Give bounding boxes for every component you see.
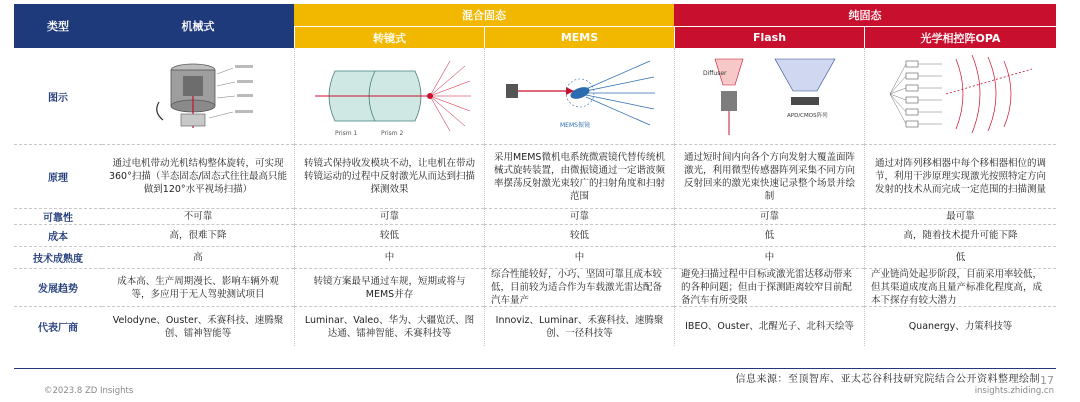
mechanical-diagram: [102, 48, 294, 144]
header-mechanical: 机械式: [102, 4, 294, 48]
principle-mems: 采用MEMS微机电系统微震镜代替传统机械式旋转装置，由微振镜通过一定谐波频率摆荡反射激光束较广的扫射角度和扫射范围: [484, 144, 674, 208]
row-label-cost: 成本: [14, 224, 102, 246]
mems-mirror-label: MEMS振镜: [559, 122, 590, 129]
prism2-label: Prism 2: [380, 130, 403, 137]
cost-mechanical: 高，很难下降: [102, 224, 294, 246]
vendors-flash: IBEO、Ouster、北醒光子、北科天绘等: [674, 306, 864, 346]
reliability-opa: 最可靠: [864, 208, 1056, 224]
trend-rotating-mirror: 转镜方案最早通过车规，短期或将与MEMS并存: [294, 268, 484, 306]
table-bottom-rule: [14, 368, 1056, 369]
principle-opa: 通过对阵列移相器中每个移相器相位的调节，利用干涉原理实现激光按照特定方向发射的技术从而完成一定范围的扫描测量: [864, 144, 1056, 208]
row-label-diagram: 图示: [48, 92, 68, 104]
row-label-maturity: 技术成熟度: [14, 246, 102, 268]
maturity-mechanical: 高: [102, 246, 294, 268]
maturity-rotating-mirror: 中: [294, 246, 484, 268]
header-solid: 纯固态: [674, 4, 1056, 26]
reliability-mechanical: 不可靠: [102, 208, 294, 224]
page-number: 17: [1040, 374, 1054, 387]
comparison-table: [14, 4, 1056, 346]
source-note: 信息来源：至顶智库、亚太芯谷科技研究院结合公开资料整理绘制: [735, 374, 1040, 385]
header-type: 类型: [14, 4, 102, 48]
mems-diagram: [484, 48, 674, 144]
copyright: ©2023.8 ZD Insights: [44, 386, 134, 396]
reliability-rotating-mirror: 可靠: [294, 208, 484, 224]
flash-diagram: [674, 48, 864, 144]
prism1-label: Prism 1: [334, 130, 357, 137]
maturity-flash: 中: [674, 246, 864, 268]
reliability-flash: 可靠: [674, 208, 864, 224]
cost-mems: 较低: [484, 224, 674, 246]
cost-rotating-mirror: 较低: [294, 224, 484, 246]
row-label-trend: 发展趋势: [14, 268, 102, 306]
vendors-opa: Quanergy、力策科技等: [864, 306, 1056, 346]
trend-flash: 避免扫描过程中目标或激光雷达移动带来的各种问题；但由于探测距离较窄目前配备汽车有所受限: [674, 268, 864, 306]
cost-opa: 高，随着技术提升可能下降: [864, 224, 1056, 246]
vendors-mechanical: Velodyne、Ouster、禾赛科技、速腾聚创、镭神智能等: [102, 306, 294, 346]
trend-opa: 产业链尚处起步阶段，目前采用率较低，但其渠道成度高且量产标准化程度高，成本下探存有较大潜力: [864, 268, 1056, 306]
header-hybrid: 混合固态: [294, 4, 674, 26]
header-rotating-mirror: 转镜式: [294, 26, 484, 48]
rotating-mirror-diagram: [294, 48, 484, 144]
trend-mechanical: 成本高、生产周期漫长、影响车辆外观等，多应用于无人驾驶测试项目: [102, 268, 294, 306]
flash-sensor-label: APD/CMOS阵列: [786, 113, 828, 119]
reliability-mems: 可靠: [484, 208, 674, 224]
row-label-reliability: 可靠性: [14, 208, 102, 224]
header-flash: Flash: [674, 26, 864, 48]
header-opa: 光学相控阵OPA: [864, 26, 1056, 48]
trend-mems: 综合性能较好，小巧、坚固可靠且成本较低，目前较为适合作为车载激光雷达配备汽车量产: [484, 268, 674, 306]
cost-flash: 低: [674, 224, 864, 246]
vendors-rotating-mirror: Luminar、Valeo、华为、大疆览沃、图达通、镭神智能、禾赛科技等: [294, 306, 484, 346]
principle-flash: 通过短时间内向各个方向发射大覆盖面阵激光，利用微型传感器阵列采集不同方向反射回来的激光束快速记录整个场景并绘制: [674, 144, 864, 208]
flash-diffuser-label: Diffuser: [702, 70, 727, 77]
maturity-mems: 中: [484, 246, 674, 268]
row-label-principle: 原理: [14, 144, 102, 208]
header-mems: MEMS: [484, 26, 674, 48]
row-label-vendors: 代表厂商: [14, 306, 102, 346]
principle-rotating-mirror: 转镜式保持收发模块不动，让电机在带动转镜运动的过程中反射激光从而达到扫描探测效果: [294, 144, 484, 208]
maturity-opa: 低: [864, 246, 1056, 268]
site-url: insights.zhiding.cn: [974, 386, 1054, 396]
opa-diagram: [864, 48, 1056, 144]
vendors-mems: Innoviz、Luminar、禾赛科技、速腾聚创、一径科技等: [484, 306, 674, 346]
principle-mechanical: 通过电机带动光机结构整体旋转，可实现360°扫描（半态固态/固态式往往最高只能做到120°水平视场扫描）: [102, 144, 294, 208]
